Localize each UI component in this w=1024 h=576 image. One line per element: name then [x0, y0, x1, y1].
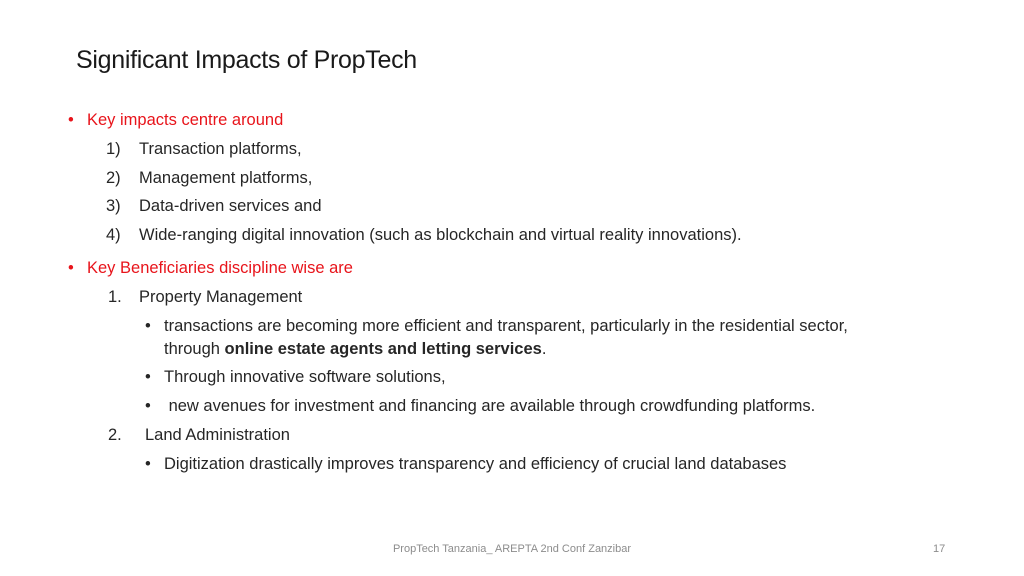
group-label: Property Management — [139, 288, 303, 306]
list-number: 1) — [106, 140, 121, 158]
sub-bullet-text-post: . — [541, 340, 547, 358]
list-number: 2) — [106, 169, 121, 187]
bullet-icon: • — [145, 368, 151, 386]
list-item-text: Data-driven services and — [139, 197, 322, 215]
sub-bullet-text: new avenues for investment and financing are available through crowdfunding platforms. — [164, 397, 816, 415]
sub-bullet-continuation — [164, 339, 546, 359]
section2-heading: Key Beneficiaries discipline wise are — [87, 259, 353, 277]
sub-bullet-text-pre: through — [164, 340, 225, 358]
bullet-icon: • — [68, 259, 74, 277]
footer-text: PropTech Tanzania_ AREPTA 2nd Conf Zanzibar — [392, 543, 632, 555]
bullet-icon: • — [145, 455, 151, 473]
bullet-icon: • — [145, 397, 151, 415]
sub-bullet-text: transactions are becoming more efficient and transparent, particularly in the residential sector, — [164, 317, 848, 335]
sub-bullet-text: Digitization drastically improves transparency and efficiency of crucial land databases — [164, 455, 787, 473]
page-number: 17 — [933, 543, 946, 555]
sub-bullet-text: Through innovative software solutions, — [164, 368, 446, 386]
list-number: 3) — [106, 197, 121, 215]
list-item-text: Wide-ranging digital innovation (such as blockchain and virtual reality innovations). — [139, 226, 742, 244]
list-item-text: Transaction platforms, — [139, 140, 302, 158]
sub-bullet-text-bold: online estate agents and letting services — [224, 340, 542, 358]
list-number: 4) — [106, 226, 121, 244]
list-item-text: Management platforms, — [139, 169, 313, 187]
group-number: 2. — [108, 426, 122, 444]
group-label: Land Administration — [145, 426, 290, 444]
group-number: 1. — [108, 288, 122, 306]
bullet-icon: • — [145, 317, 151, 335]
slide-title: Significant Impacts of PropTech — [76, 46, 417, 74]
section1-heading: Key impacts centre around — [87, 111, 284, 129]
bullet-icon: • — [68, 111, 74, 129]
